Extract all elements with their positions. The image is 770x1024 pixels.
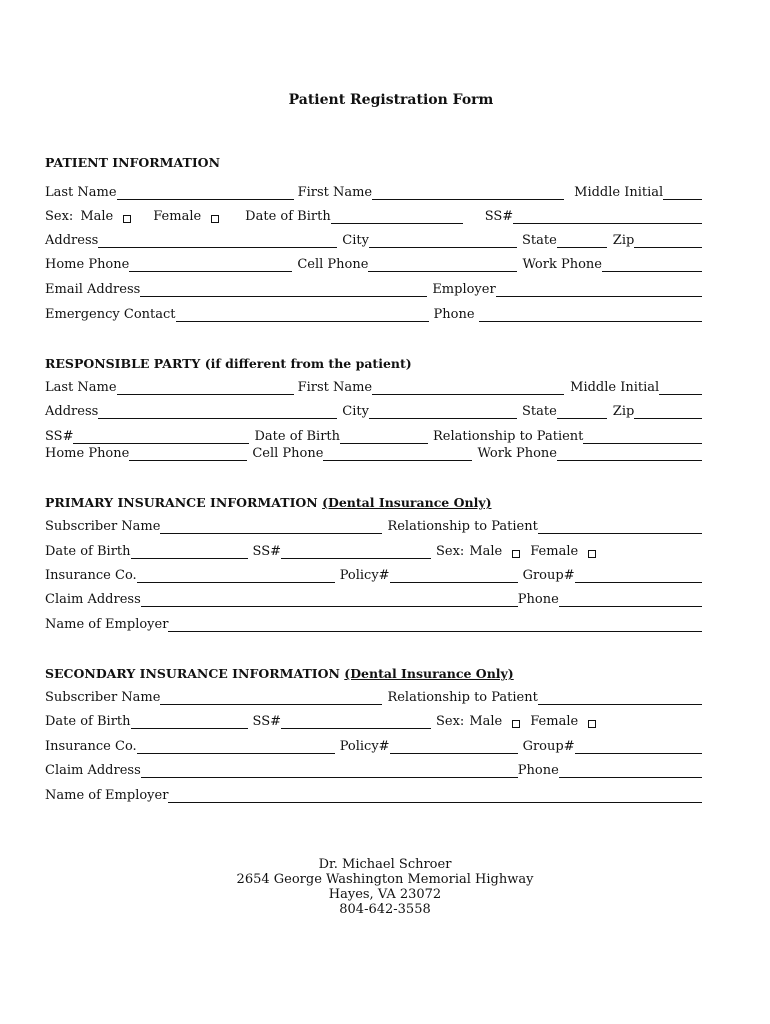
secondary-group-field[interactable] bbox=[575, 738, 702, 754]
patient-dob-field[interactable] bbox=[331, 208, 463, 224]
secondary-insurance-heading bbox=[45, 666, 514, 681]
ss-label: SS# bbox=[252, 714, 281, 729]
responsible-cell-phone-field[interactable] bbox=[323, 445, 472, 461]
patient-name-row bbox=[45, 183, 702, 201]
patient-cell-phone-field[interactable] bbox=[368, 256, 517, 272]
secondary-phone-field[interactable] bbox=[559, 762, 702, 778]
secondary-insurance-title: SECONDARY INSURANCE INFORMATION bbox=[45, 666, 340, 681]
cell-phone-label: Cell Phone bbox=[297, 257, 369, 272]
primary-subscriber-field[interactable] bbox=[160, 518, 382, 534]
secondary-male-checkbox[interactable] bbox=[512, 720, 520, 728]
policy-label: Policy# bbox=[339, 739, 390, 754]
primary-employer-field[interactable] bbox=[168, 616, 702, 632]
primary-dob-field[interactable] bbox=[131, 543, 248, 559]
phone-label: Phone bbox=[433, 307, 475, 322]
relationship-label: Relationship to Patient bbox=[387, 690, 538, 705]
primary-employer-row bbox=[45, 615, 702, 633]
state-label: State bbox=[521, 233, 557, 248]
secondary-insurance-note: (Dental Insurance Only) bbox=[344, 666, 514, 681]
subscriber-name-label: Subscriber Name bbox=[45, 519, 161, 534]
responsible-state-field[interactable] bbox=[557, 403, 607, 419]
subscriber-name-label: Subscriber Name bbox=[45, 690, 161, 705]
sex-label: Sex: bbox=[45, 209, 74, 224]
ss-label: SS# bbox=[252, 544, 281, 559]
patient-address-field[interactable] bbox=[98, 232, 337, 248]
patient-last-name-field[interactable] bbox=[117, 184, 294, 200]
patient-first-name-field[interactable] bbox=[372, 184, 564, 200]
relationship-label: Relationship to Patient bbox=[433, 429, 584, 444]
ss-label: SS# bbox=[45, 429, 74, 444]
dob-label: Date of Birth bbox=[254, 429, 340, 444]
patient-zip-field[interactable] bbox=[634, 232, 702, 248]
secondary-female-checkbox[interactable] bbox=[588, 720, 596, 728]
patient-middle-initial-field[interactable] bbox=[663, 184, 702, 200]
sex-label: Sex: bbox=[436, 714, 465, 729]
responsible-first-name-field[interactable] bbox=[372, 379, 564, 395]
email-label: Email Address bbox=[45, 282, 141, 297]
responsible-address-field[interactable] bbox=[98, 403, 337, 419]
patient-phone-row bbox=[45, 255, 702, 273]
primary-insurance-row bbox=[45, 566, 702, 584]
last-name-label: Last Name bbox=[45, 185, 117, 200]
responsible-phone-row bbox=[45, 444, 702, 462]
patient-emergency-contact-field[interactable] bbox=[176, 306, 429, 322]
dob-label: Date of Birth bbox=[245, 209, 331, 224]
sex-label: Sex: bbox=[436, 544, 465, 559]
patient-emergency-phone-field[interactable] bbox=[479, 306, 702, 322]
home-phone-label: Home Phone bbox=[45, 257, 130, 272]
secondary-relationship-field[interactable] bbox=[538, 689, 702, 705]
secondary-employer-field[interactable] bbox=[168, 787, 702, 803]
claim-address-label: Claim Address bbox=[45, 763, 141, 778]
responsible-ss-field[interactable] bbox=[73, 428, 249, 444]
insurance-co-label: Insurance Co. bbox=[45, 739, 137, 754]
group-label: Group# bbox=[522, 568, 575, 583]
responsible-name-row bbox=[45, 378, 702, 396]
responsible-party-heading: RESPONSIBLE PARTY (if different from the patient) bbox=[45, 356, 412, 371]
primary-insurance-title: PRIMARY INSURANCE INFORMATION bbox=[45, 495, 318, 510]
primary-phone-field[interactable] bbox=[559, 591, 702, 607]
female-label: Female bbox=[530, 544, 579, 559]
patient-employer-field[interactable] bbox=[496, 281, 702, 297]
female-label: Female bbox=[530, 714, 579, 729]
patient-state-field[interactable] bbox=[557, 232, 607, 248]
relationship-label: Relationship to Patient bbox=[387, 519, 538, 534]
responsible-ss-row bbox=[45, 427, 702, 445]
home-phone-label: Home Phone bbox=[45, 446, 130, 461]
state-label: State bbox=[521, 404, 557, 419]
zip-label: Zip bbox=[612, 233, 635, 248]
policy-label: Policy# bbox=[339, 568, 390, 583]
first-name-label: First Name bbox=[297, 185, 373, 200]
employer-name-label: Name of Employer bbox=[45, 788, 169, 803]
address-label: Address bbox=[45, 233, 99, 248]
male-label: Male bbox=[80, 209, 114, 224]
responsible-middle-initial-field[interactable] bbox=[659, 379, 702, 395]
primary-group-field[interactable] bbox=[575, 567, 702, 583]
employer-label: Employer bbox=[432, 282, 496, 297]
responsible-work-phone-field[interactable] bbox=[557, 445, 702, 461]
primary-relationship-field[interactable] bbox=[538, 518, 702, 534]
primary-ss-field[interactable] bbox=[281, 543, 431, 559]
primary-male-checkbox[interactable] bbox=[512, 550, 520, 558]
middle-initial-label: Middle Initial bbox=[570, 380, 660, 395]
patient-emergency-row bbox=[45, 305, 702, 323]
patient-ss-field[interactable] bbox=[513, 208, 702, 224]
responsible-last-name-field[interactable] bbox=[117, 379, 294, 395]
primary-claim-row bbox=[45, 590, 702, 608]
secondary-dob-row bbox=[45, 712, 702, 730]
address-label: Address bbox=[45, 404, 99, 419]
insurance-co-label: Insurance Co. bbox=[45, 568, 137, 583]
patient-sex-row bbox=[45, 207, 702, 225]
secondary-subscriber-row bbox=[45, 688, 702, 706]
male-label: Male bbox=[469, 544, 503, 559]
female-label: Female bbox=[153, 209, 202, 224]
ss-label: SS# bbox=[484, 209, 514, 224]
primary-female-checkbox[interactable] bbox=[588, 550, 596, 558]
dob-label: Date of Birth bbox=[45, 544, 131, 559]
patient-female-checkbox[interactable] bbox=[211, 215, 219, 223]
patient-email-field[interactable] bbox=[140, 281, 427, 297]
secondary-claim-address-field[interactable] bbox=[141, 762, 518, 778]
form-title: Patient Registration Form bbox=[288, 92, 494, 108]
city-label: City bbox=[342, 233, 369, 248]
responsible-relationship-field[interactable] bbox=[583, 428, 702, 444]
primary-dob-row bbox=[45, 542, 702, 560]
practice-phone: 804-642-3558 bbox=[339, 902, 431, 917]
doctor-name: Dr. Michael Schroer bbox=[318, 857, 452, 872]
phone-label: Phone bbox=[517, 763, 559, 778]
secondary-insurance-co-field[interactable] bbox=[137, 738, 335, 754]
street-address: 2654 George Washington Memorial Highway bbox=[236, 872, 534, 887]
phone-label: Phone bbox=[517, 592, 559, 607]
responsible-city-field[interactable] bbox=[369, 403, 517, 419]
secondary-ss-field[interactable] bbox=[281, 713, 431, 729]
primary-insurance-note: (Dental Insurance Only) bbox=[322, 495, 492, 510]
responsible-zip-field[interactable] bbox=[634, 403, 702, 419]
primary-claim-address-field[interactable] bbox=[141, 591, 518, 607]
city-label: City bbox=[342, 404, 369, 419]
work-phone-label: Work Phone bbox=[522, 257, 602, 272]
primary-subscriber-row bbox=[45, 517, 702, 535]
cell-phone-label: Cell Phone bbox=[252, 446, 324, 461]
patient-email-row bbox=[45, 280, 702, 298]
responsible-dob-field[interactable] bbox=[340, 428, 428, 444]
practice-address-block bbox=[0, 857, 770, 917]
middle-initial-label: Middle Initial bbox=[574, 185, 664, 200]
secondary-subscriber-field[interactable] bbox=[160, 689, 382, 705]
employer-name-label: Name of Employer bbox=[45, 617, 169, 632]
patient-home-phone-field[interactable] bbox=[129, 256, 292, 272]
responsible-address-row bbox=[45, 402, 702, 420]
patient-male-checkbox[interactable] bbox=[123, 215, 131, 223]
patient-city-field[interactable] bbox=[369, 232, 517, 248]
secondary-policy-field[interactable] bbox=[390, 738, 518, 754]
zip-label: Zip bbox=[612, 404, 635, 419]
city-state-zip: Hayes, VA 23072 bbox=[328, 887, 442, 902]
emergency-contact-label: Emergency Contact bbox=[45, 307, 176, 322]
patient-work-phone-field[interactable] bbox=[602, 256, 702, 272]
work-phone-label: Work Phone bbox=[477, 446, 557, 461]
secondary-employer-row bbox=[45, 786, 702, 804]
secondary-dob-field[interactable] bbox=[131, 713, 248, 729]
claim-address-label: Claim Address bbox=[45, 592, 141, 607]
patient-address-row bbox=[45, 231, 702, 249]
primary-insurance-co-field[interactable] bbox=[137, 567, 335, 583]
group-label: Group# bbox=[522, 739, 575, 754]
primary-insurance-heading bbox=[45, 495, 492, 510]
dob-label: Date of Birth bbox=[45, 714, 131, 729]
last-name-label: Last Name bbox=[45, 380, 117, 395]
secondary-insurance-row bbox=[45, 737, 702, 755]
primary-policy-field[interactable] bbox=[390, 567, 518, 583]
male-label: Male bbox=[469, 714, 503, 729]
secondary-claim-row bbox=[45, 761, 702, 779]
patient-info-heading: PATIENT INFORMATION bbox=[45, 155, 220, 170]
first-name-label: First Name bbox=[297, 380, 373, 395]
responsible-home-phone-field[interactable] bbox=[129, 445, 247, 461]
